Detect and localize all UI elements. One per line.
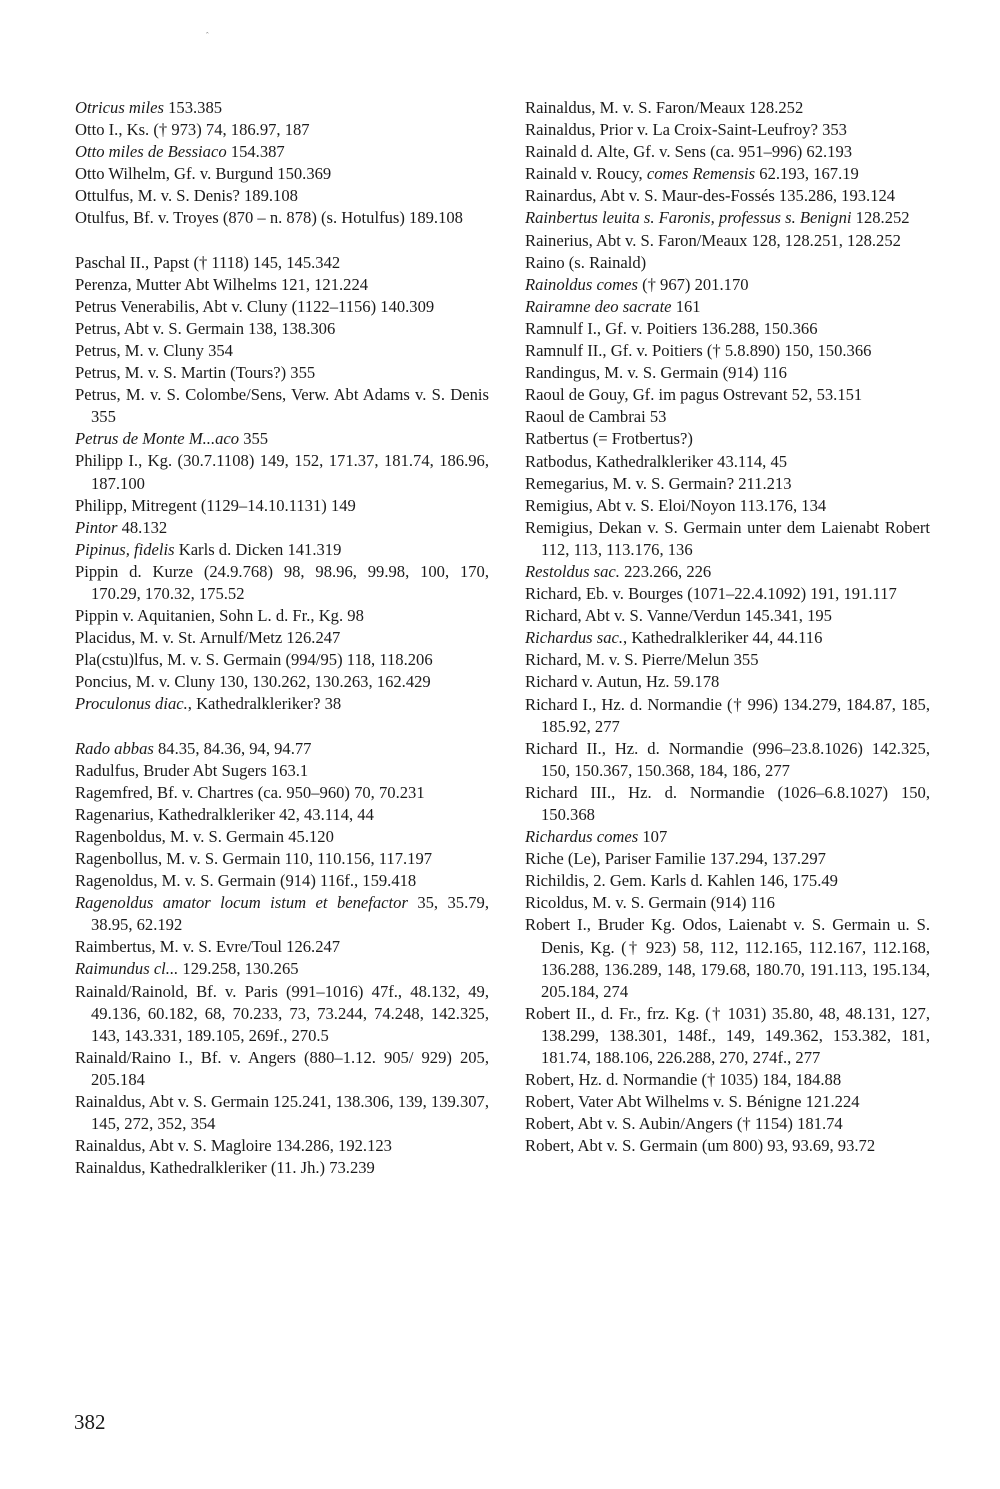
index-entry <box>525 340 930 362</box>
index-entry <box>75 627 489 649</box>
index-entry <box>75 605 489 627</box>
index-entry <box>525 605 930 627</box>
index-entry <box>525 207 930 229</box>
entry-text: Rainaldus, Kathedralkleriker (11. Jh.) 73.239 <box>75 1158 375 1178</box>
entry-text: Pla(cstu)lfus, M. v. S. Germain (994/95) 118, 118.206 <box>75 650 433 670</box>
entry-text: Radulfus, Bruder Abt Sugers 163.1 <box>75 760 309 780</box>
index-entry <box>75 450 489 494</box>
index-entry <box>75 1091 489 1135</box>
index-entry <box>525 694 930 738</box>
index-entry <box>75 693 489 715</box>
index-entry <box>75 207 489 229</box>
index-entry <box>525 517 930 561</box>
entry-italic-text: Ragenoldus amator locum istum et benefactor <box>75 893 408 913</box>
index-entry <box>75 870 489 892</box>
index-entry <box>75 119 489 141</box>
index-entry <box>525 141 930 163</box>
entry-text: Remegarius, M. v. S. Germain? 211.213 <box>525 473 792 493</box>
entry-text: Ottulfus, M. v. S. Denis? 189.108 <box>75 186 298 206</box>
index-entry <box>75 671 489 693</box>
entry-text: Ragenarius, Kathedralkleriker 42, 43.114, 44 <box>75 804 374 824</box>
entry-text: 128.252 <box>851 208 910 228</box>
entry-text: Robert, Abt v. S. Germain (um 800) 93, 93.69, 93.72 <box>525 1136 876 1156</box>
entry-text: Petrus, M. v. S. Colombe/Sens, Verw. Abt Adams v. S. Denis 355 <box>75 385 489 427</box>
entry-italic-text: Raimundus cl... <box>75 959 179 979</box>
entry-text: Petrus, M. v. S. Martin (Tours?) 355 <box>75 363 316 383</box>
index-entry <box>75 936 489 958</box>
entry-text: , Kathedralkleriker? 38 <box>187 694 342 714</box>
entry-text: 223.266, 226 <box>619 561 712 581</box>
section-gap <box>75 716 489 738</box>
index-entry <box>75 296 489 318</box>
index-entry <box>75 163 489 185</box>
entry-text: Pippin d. Kurze (24.9.768) 98, 98.96, 99.98, 100, 170, 170.29, 170.32, 175.52 <box>75 561 489 603</box>
entry-italic-text: Rairamne deo sacrate <box>525 296 672 316</box>
entry-text: Ragenoldus, M. v. S. Germain (914) 116f., 159.418 <box>75 871 417 891</box>
index-entry <box>525 870 930 892</box>
index-entry <box>525 274 930 296</box>
index-entry <box>525 848 930 870</box>
entry-text: Richard v. Autun, Hz. 59.178 <box>525 672 720 692</box>
index-entry <box>525 451 930 473</box>
entry-text: Robert, Abt v. S. Aubin/Angers († 1154) 181.74 <box>525 1114 843 1134</box>
entry-text: Rainald/Raino I., Bf. v. Angers (880–1.12. 905/ 929) 205, 205.184 <box>75 1047 489 1089</box>
index-entry <box>525 97 930 119</box>
page-number: 382 <box>74 1410 106 1434</box>
entry-text: Rainald v. Roucy, <box>525 164 647 184</box>
entry-text: Rainerius, Abt v. S. Faron/Meaux 128, 128.251, 128.252 <box>525 230 901 250</box>
entry-text: († 967) 201.170 <box>637 274 749 294</box>
index-entry <box>75 782 489 804</box>
entry-italic-text: Rainoldus comes <box>525 274 638 294</box>
entry-text: Ramnulf II., Gf. v. Poitiers († 5.8.890) 150, 150.366 <box>525 341 872 361</box>
entry-text: 355 <box>239 429 269 449</box>
index-entry <box>525 473 930 495</box>
entry-text: Otto Wilhelm, Gf. v. Burgund 150.369 <box>75 164 332 184</box>
index-entry <box>525 892 930 914</box>
entry-text: Raimbertus, M. v. S. Evre/Toul 126.247 <box>75 937 341 957</box>
index-entry <box>75 274 489 296</box>
entry-text: Richard II., Hz. d. Normandie (996–23.8.1026) 142.325, 150, 150.367, 150.368, 184, 186, 277 <box>525 738 930 780</box>
index-entry <box>525 1003 930 1069</box>
index-entry <box>525 163 930 185</box>
index-entry <box>525 1135 930 1157</box>
entry-text: Richard III., Hz. d. Normandie (1026–6.8.1027) 150, 150.368 <box>525 782 930 824</box>
entry-text: Karls d. Dicken 141.319 <box>174 539 342 559</box>
entry-text: Otulfus, Bf. v. Troyes (870 – n. 878) (s. Hotulfus) 189.108 <box>75 208 463 228</box>
index-entry <box>525 406 930 428</box>
index-entry <box>525 914 930 1002</box>
entry-text: Raoul de Cambrai 53 <box>525 407 667 427</box>
entry-text: Remigius, Abt v. S. Eloi/Noyon 113.176, 134 <box>525 495 827 515</box>
entry-text: Rainaldus, Abt v. S. Magloire 134.286, 192.123 <box>75 1136 392 1156</box>
entry-italic-text: Pipinus, fidelis <box>75 539 175 559</box>
index-entry <box>75 848 489 870</box>
index-entry <box>75 649 489 671</box>
entry-text: Richard I., Hz. d. Normandie († 996) 134.279, 184.87, 185, 185.92, 277 <box>525 694 930 736</box>
index-entry <box>75 517 489 539</box>
index-entry <box>75 97 489 119</box>
index-entry <box>525 1069 930 1091</box>
entry-italic-text: Proculonus diac. <box>75 694 188 714</box>
index-entry <box>75 384 489 428</box>
index-entry <box>525 782 930 826</box>
index-entry <box>75 892 489 936</box>
index-entry <box>75 958 489 980</box>
entry-text: Richildis, 2. Gem. Karls d. Kahlen 146, 175.49 <box>525 871 838 891</box>
index-entry <box>75 1157 489 1179</box>
index-entry <box>75 340 489 362</box>
index-entry <box>525 318 930 340</box>
entry-text: Riche (Le), Pariser Familie 137.294, 137.297 <box>525 849 826 869</box>
entry-text: Petrus Venerabilis, Abt v. Cluny (1122–1156) 140.309 <box>75 296 435 316</box>
entry-text: Petrus, Abt v. S. Germain 138, 138.306 <box>75 318 336 338</box>
entry-text: Raino (s. Rainald) <box>525 252 647 272</box>
index-entry <box>525 362 930 384</box>
entry-text: Richard, M. v. S. Pierre/Melun 355 <box>525 650 759 670</box>
index-entry <box>525 583 930 605</box>
entry-text: Perenza, Mutter Abt Wilhelms 121, 121.224 <box>75 274 369 294</box>
entry-text: Remigius, Dekan v. S. Germain unter dem Laienabt Robert 112, 113, 113.176, 136 <box>525 517 930 559</box>
index-entry <box>75 561 489 605</box>
entry-text: Randingus, M. v. S. Germain (914) 116 <box>525 363 787 383</box>
entry-text: Rainaldus, Prior v. La Croix-Saint-Leufroy? 353 <box>525 120 847 140</box>
index-entry <box>525 671 930 693</box>
entry-italic-text: Rainbertus leuita s. Faronis, professus s. Benigni <box>525 208 852 228</box>
entry-text: 153.385 <box>163 98 223 117</box>
index-entry <box>75 252 489 274</box>
entry-italic-text: Otto miles de Bessiaco <box>75 142 227 162</box>
entry-text: Ratbodus, Kathedralkleriker 43.114, 45 <box>525 451 788 471</box>
entry-text: Ricoldus, M. v. S. Germain (914) 116 <box>525 893 775 913</box>
entry-text: Philipp I., Kg. (30.7.1108) 149, 152, 171.37, 181.74, 186.96, 187.100 <box>75 451 489 493</box>
index-column-left <box>75 97 489 1179</box>
entry-text: , Kathedralkleriker 44, 44.116 <box>623 628 823 648</box>
entry-text: Paschal II., Papst († 1118) 145, 145.342 <box>75 252 341 272</box>
index-entry <box>75 362 489 384</box>
entry-text: Ramnulf I., Gf. v. Poitiers 136.288, 150.366 <box>525 318 818 338</box>
entry-text: Ragemfred, Bf. v. Chartres (ca. 950–960) 70, 70.231 <box>75 782 425 802</box>
index-entry <box>525 296 930 318</box>
entry-italic-text: Richardus comes <box>525 827 639 847</box>
index-entry <box>75 981 489 1047</box>
entry-text: Otto I., Ks. († 973) 74, 186.97, 187 <box>75 120 310 140</box>
entry-text: Philipp, Mitregent (1129–14.10.1131) 149 <box>75 495 356 515</box>
index-entry <box>525 384 930 406</box>
entry-italic-text: Petrus de Monte M...aco <box>75 429 240 449</box>
index-entry <box>75 141 489 163</box>
index-entry <box>525 230 930 252</box>
entry-text: 35, 35.79, 38.95, 62.192 <box>91 893 489 935</box>
index-entry <box>525 185 930 207</box>
index-entry <box>75 826 489 848</box>
entry-italic-text: Pintor <box>75 517 118 537</box>
entry-text: Rainald d. Alte, Gf. v. Sens (ca. 951–996) 62.193 <box>525 142 853 162</box>
entry-text: 84.35, 84.36, 94, 94.77 <box>153 738 312 758</box>
entry-italic-text: comes Remensis <box>646 164 756 184</box>
entry-text: Robert, Vater Abt Wilhelms v. S. Bénigne 121.224 <box>525 1092 860 1112</box>
index-entry <box>525 738 930 782</box>
entry-text: Robert II., d. Fr., frz. Kg. († 1031) 35.80, 48, 48.131, 127, 138.299, 138.301, 148f., 149, 149.362, 153.382, 181, 181.74, 188.106, 226.288, 270, 274f., 277 <box>525 1003 930 1068</box>
entry-text: 129.258, 130.265 <box>178 959 299 979</box>
index-entry <box>525 495 930 517</box>
index-entry <box>525 119 930 141</box>
entry-text: Robert I., Bruder Kg. Odos, Laienabt v. S. Germain u. S. Denis, Kg. († 923) 58, 112, 112.165, 112.167, 112.168, 136.288, 136.289, 148, 179.68, 180.70, 191.113, 195.134, 205.184, 274 <box>525 915 930 1001</box>
scan-mark: ˆ <box>206 31 209 40</box>
index-entry <box>75 318 489 340</box>
index-entry <box>75 804 489 826</box>
index-entry <box>525 561 930 583</box>
entry-text: Placidus, M. v. St. Arnulf/Metz 126.247 <box>75 628 341 648</box>
index-entry <box>75 539 489 561</box>
entry-text: Ratbertus (= Frotbertus?) <box>525 429 693 449</box>
entry-italic-text: Restoldus sac. <box>525 561 620 581</box>
index-entry <box>525 627 930 649</box>
entry-text: Robert, Hz. d. Normandie († 1035) 184, 184.88 <box>525 1070 842 1090</box>
index-entry <box>75 428 489 450</box>
entry-text: 161 <box>671 296 701 316</box>
entry-text: Rainaldus, M. v. S. Faron/Meaux 128.252 <box>525 98 804 117</box>
index-entry <box>75 1135 489 1157</box>
entry-text: Ragenboldus, M. v. S. Germain 45.120 <box>75 826 334 846</box>
index-entry <box>75 185 489 207</box>
index-entry <box>75 760 489 782</box>
entry-text: Pippin v. Aquitanien, Sohn L. d. Fr., Kg. 98 <box>75 606 364 626</box>
entry-text: Rainald/Rainold, Bf. v. Paris (991–1016) 47f., 48.132, 49, 49.136, 60.182, 68, 70.233, 73, 73.244, 74.248, 142.325, 143, 143.331, 189.105, 269f., 270.5 <box>75 981 489 1045</box>
index-entry <box>525 1113 930 1135</box>
entry-text: Raoul de Gouy, Gf. im pagus Ostrevant 52, 53.151 <box>525 385 863 405</box>
entry-text: Richard, Eb. v. Bourges (1071–22.4.1092) 191, 191.117 <box>525 584 897 604</box>
index-column-right <box>525 97 930 1158</box>
entry-text: Ragenbollus, M. v. S. Germain 110, 110.156, 117.197 <box>75 849 433 868</box>
entry-italic-text: Richardus sac. <box>525 628 624 648</box>
entry-text: Richard, Abt v. S. Vanne/Verdun 145.341, 195 <box>525 606 832 626</box>
index-entry <box>525 649 930 671</box>
index-entry <box>525 428 930 450</box>
entry-text: 48.132 <box>117 517 168 537</box>
entry-italic-text: Otricus miles <box>75 98 164 117</box>
index-entry <box>525 1091 930 1113</box>
entry-italic-text: Rado abbas <box>75 738 154 758</box>
index-entry <box>75 495 489 517</box>
entry-text: 154.387 <box>226 142 285 162</box>
entry-text: Rainaldus, Abt v. S. Germain 125.241, 138.306, 139, 139.307, 145, 272, 352, 354 <box>75 1092 489 1134</box>
index-entry <box>525 252 930 274</box>
entry-text: Poncius, M. v. Cluny 130, 130.262, 130.263, 162.429 <box>75 672 431 692</box>
entry-text: Petrus, M. v. Cluny 354 <box>75 340 233 360</box>
entry-text: Rainardus, Abt v. S. Maur-des-Fossés 135.286, 193.124 <box>525 186 896 206</box>
entry-text: 107 <box>638 827 668 847</box>
index-entry <box>75 1047 489 1091</box>
section-gap <box>75 230 489 252</box>
index-entry <box>75 738 489 760</box>
entry-text: 62.193, 167.19 <box>755 164 859 184</box>
index-entry <box>525 826 930 848</box>
